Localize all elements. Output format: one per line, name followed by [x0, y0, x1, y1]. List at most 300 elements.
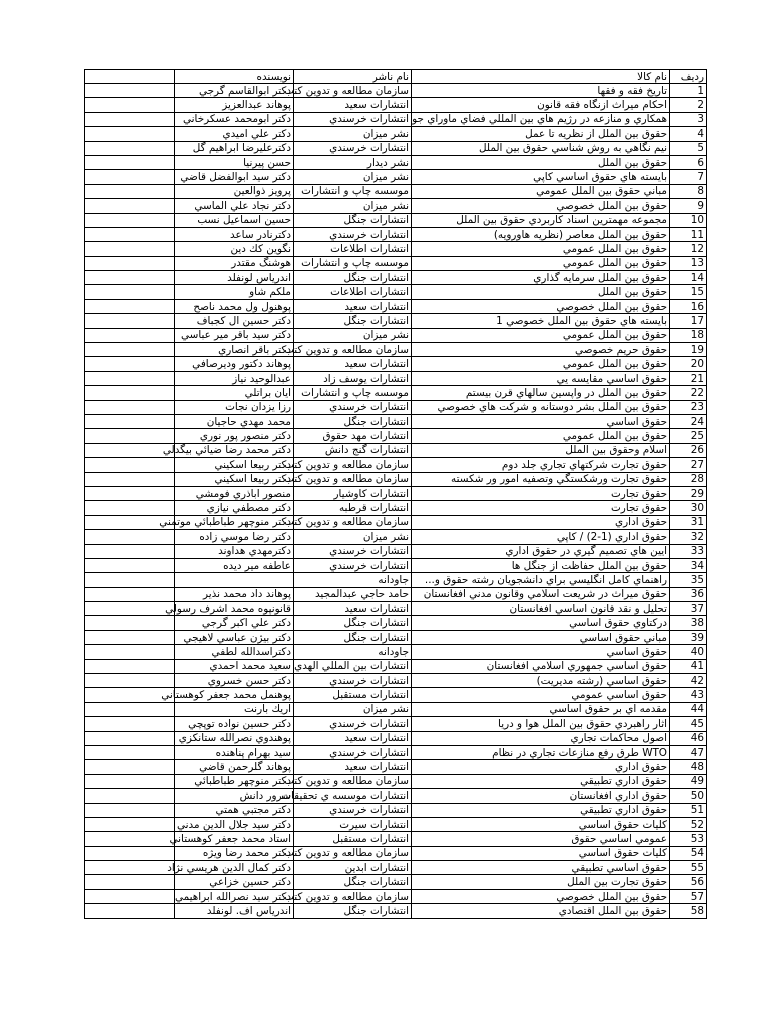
row-number-cell[interactable]: 30 [670, 501, 707, 515]
product-cell[interactable]: حقوق بين الملل حفاظت از جنگل ها [412, 558, 670, 572]
spare-cell[interactable] [85, 170, 175, 184]
row-number-cell[interactable]: 25 [670, 429, 707, 443]
author-cell[interactable]: دكتر باقر انصاري [175, 343, 294, 357]
row-number-cell[interactable]: 20 [670, 357, 707, 371]
row-number-cell[interactable]: 52 [670, 817, 707, 831]
publisher-cell[interactable]: نشر ديدار [294, 155, 412, 169]
spare-cell[interactable] [85, 501, 175, 515]
product-cell[interactable]: حقوق بين الملل [412, 155, 670, 169]
row-number-cell[interactable]: 55 [670, 861, 707, 875]
author-cell[interactable]: دكتر سيد نصرالله ابراهيمي [175, 889, 294, 903]
spare-cell[interactable] [85, 904, 175, 918]
row-number-cell[interactable]: 21 [670, 371, 707, 385]
spare-cell[interactable] [85, 98, 175, 112]
publisher-cell[interactable]: موسسه چاپ و انتشارات [294, 184, 412, 198]
spare-cell[interactable] [85, 429, 175, 443]
publisher-cell[interactable]: سازمان مطالعه و تدوين كتب [294, 84, 412, 98]
publisher-cell[interactable]: سازمان مطالعه و تدوين كتب [294, 515, 412, 529]
row-number-cell[interactable]: 32 [670, 530, 707, 544]
row-number-cell[interactable]: 28 [670, 472, 707, 486]
spare-cell[interactable] [85, 731, 175, 745]
publisher-cell[interactable]: انتشارات جنگل [294, 616, 412, 630]
publisher-cell[interactable]: انتشارات جنگل [294, 875, 412, 889]
spare-cell[interactable] [85, 587, 175, 601]
spare-cell[interactable] [85, 112, 175, 126]
row-number-cell[interactable]: 9 [670, 199, 707, 213]
row-number-cell[interactable]: 47 [670, 745, 707, 759]
row-number-cell[interactable]: 3 [670, 112, 707, 126]
spare-cell[interactable] [85, 832, 175, 846]
row-number-cell[interactable]: 37 [670, 602, 707, 616]
product-cell[interactable]: حقوق اداري [412, 760, 670, 774]
spare-cell[interactable] [85, 271, 175, 285]
spare-cell[interactable] [85, 630, 175, 644]
spare-cell[interactable] [85, 299, 175, 313]
header-empty-cell[interactable] [85, 70, 175, 84]
spare-cell[interactable] [85, 616, 175, 630]
spare-cell[interactable] [85, 371, 175, 385]
product-cell[interactable]: حقوق اساسي [412, 645, 670, 659]
spare-cell[interactable] [85, 386, 175, 400]
author-cell[interactable]: دكتر نجاد علي الماسي [175, 199, 294, 213]
publisher-cell[interactable]: انتشارات خرسندي [294, 558, 412, 572]
product-cell[interactable]: دركتاوي حقوق اساسي [412, 616, 670, 630]
author-cell[interactable]: پوهنمل محمد جعفر كوهستاني [175, 688, 294, 702]
publisher-cell[interactable]: انتشارات خرسندي [294, 745, 412, 759]
author-cell[interactable]: سعيد محمد احمدي [175, 659, 294, 673]
author-cell[interactable]: دكتر ربيعا اسكيني [175, 458, 294, 472]
author-cell[interactable]: هوشنگ مقتدر [175, 256, 294, 270]
row-number-cell[interactable]: 5 [670, 141, 707, 155]
spare-cell[interactable] [85, 184, 175, 198]
publisher-cell[interactable]: انتشارات خرسندي [294, 544, 412, 558]
row-number-cell[interactable]: 48 [670, 760, 707, 774]
product-cell[interactable]: حقوق اساسي جمهوري اسلامي افغانستان [412, 659, 670, 673]
product-cell[interactable]: حقوق بين الملل بشر دوستانه و شركت هاي خصوصي [412, 400, 670, 414]
publisher-cell[interactable]: انتشارات اطلاعات [294, 285, 412, 299]
author-cell[interactable]: ملكم شاو [175, 285, 294, 299]
product-cell[interactable]: عمومي اساسي حقوق [412, 832, 670, 846]
spare-cell[interactable] [85, 285, 175, 299]
author-cell[interactable]: دكتر ربيعا اسكيني [175, 472, 294, 486]
header-publisher[interactable]: نام ناشر [294, 70, 412, 84]
product-cell[interactable]: ايين هاي تصميم گيري در حقوق اداري [412, 544, 670, 558]
spare-cell[interactable] [85, 458, 175, 472]
publisher-cell[interactable]: موسسه چاپ و انتشارات [294, 386, 412, 400]
author-cell[interactable]: دكترنادر ساعد [175, 227, 294, 241]
author-cell[interactable]: دكتر حسن خسروي [175, 674, 294, 688]
spare-cell[interactable] [85, 817, 175, 831]
author-cell[interactable]: حسين اسماعيل نسب [175, 213, 294, 227]
author-cell[interactable]: دكتر منصور پور نوري [175, 429, 294, 443]
spare-cell[interactable] [85, 544, 175, 558]
product-cell[interactable]: بايسته هاي حقوق بين الملل خصوصي 1 [412, 314, 670, 328]
author-cell[interactable]: رزا يزدان نجات [175, 400, 294, 414]
row-number-cell[interactable]: 35 [670, 573, 707, 587]
spare-cell[interactable] [85, 84, 175, 98]
product-cell[interactable]: حقوق بين الملل خصوصي [412, 199, 670, 213]
publisher-cell[interactable]: انتشارات قرطبه [294, 501, 412, 515]
publisher-cell[interactable]: جاودانه [294, 645, 412, 659]
publisher-cell[interactable]: انتشارات جنگل [294, 213, 412, 227]
spare-cell[interactable] [85, 328, 175, 342]
author-cell[interactable]: دكتر كمال الدين هريسي نژاد [175, 861, 294, 875]
row-number-cell[interactable]: 22 [670, 386, 707, 400]
publisher-cell[interactable]: نشر ميزان [294, 127, 412, 141]
publisher-cell[interactable]: انتشارات جنگل [294, 904, 412, 918]
spare-cell[interactable] [85, 141, 175, 155]
row-number-cell[interactable]: 46 [670, 731, 707, 745]
author-cell[interactable]: دكتر علي اكبر گرجي [175, 616, 294, 630]
spare-cell[interactable] [85, 702, 175, 716]
row-number-cell[interactable]: 11 [670, 227, 707, 241]
row-number-cell[interactable]: 10 [670, 213, 707, 227]
spare-cell[interactable] [85, 256, 175, 270]
row-number-cell[interactable]: 34 [670, 558, 707, 572]
product-cell[interactable]: مباني حقوق بين الملل عمومي [412, 184, 670, 198]
publisher-cell[interactable]: سازمان مطالعه و تدوين كتب [294, 472, 412, 486]
product-cell[interactable]: حقوق تجارت [412, 501, 670, 515]
spare-cell[interactable] [85, 573, 175, 587]
row-number-cell[interactable]: 26 [670, 443, 707, 457]
publisher-cell[interactable]: انتشارات كاوشيار [294, 486, 412, 500]
header-row-number[interactable]: رديف [670, 70, 707, 84]
publisher-cell[interactable]: موسسه چاپ و انتشارات [294, 256, 412, 270]
publisher-cell[interactable]: انتشارات خرسندي [294, 227, 412, 241]
author-cell[interactable]: دكتر ابوالقاسم گرجي [175, 84, 294, 98]
author-cell[interactable]: ايان براتلي [175, 386, 294, 400]
product-cell[interactable]: حقوق بين الملل [412, 285, 670, 299]
product-cell[interactable]: حقوق تجارت بين الملل [412, 875, 670, 889]
product-cell[interactable]: مجموعه مهمترين اسناد كاربردي حقوق بين الملل [412, 213, 670, 227]
publisher-cell[interactable]: انتشارات سعيد [294, 98, 412, 112]
product-cell[interactable]: اثار راهبردي حقوق بين الملل هوا و دريا [412, 717, 670, 731]
row-number-cell[interactable]: 23 [670, 400, 707, 414]
spare-cell[interactable] [85, 861, 175, 875]
publisher-cell[interactable]: انتشارات مستقبل [294, 688, 412, 702]
table-row [85, 789, 707, 803]
row-number-cell[interactable]: 43 [670, 688, 707, 702]
spare-cell[interactable] [85, 213, 175, 227]
row-number-cell[interactable]: 38 [670, 616, 707, 630]
product-cell[interactable]: بايسته هاي حقوق اساسي كاپي [412, 170, 670, 184]
publisher-cell[interactable]: انتشارات خرسندي [294, 400, 412, 414]
product-cell[interactable]: حقوق بين الملل عمومي [412, 328, 670, 342]
product-cell[interactable]: كليات حقوق اساسي [412, 817, 670, 831]
spare-cell[interactable] [85, 357, 175, 371]
row-number-cell[interactable]: 51 [670, 803, 707, 817]
spare-cell[interactable] [85, 155, 175, 169]
spare-cell[interactable] [85, 760, 175, 774]
publisher-cell[interactable]: حامد حاجي عبدالمجيد [294, 587, 412, 601]
product-cell[interactable]: حقوق بين الملل عمومي [412, 429, 670, 443]
row-number-cell[interactable]: 15 [670, 285, 707, 299]
table-row [85, 558, 707, 572]
spare-cell[interactable] [85, 717, 175, 731]
publisher-cell[interactable]: نشر ميزان [294, 199, 412, 213]
author-cell[interactable]: دكتر حسين خزاعي [175, 875, 294, 889]
author-cell[interactable]: دكترعليرضا ابراهيم گل [175, 141, 294, 155]
product-cell[interactable]: حقوق تجارت شركتهاي تجاري جلد دوم [412, 458, 670, 472]
product-cell[interactable]: حقوق اساسي [412, 414, 670, 428]
row-number-cell[interactable]: 56 [670, 875, 707, 889]
table-row [85, 371, 707, 385]
row-number-cell[interactable]: 18 [670, 328, 707, 342]
publisher-cell[interactable]: انتشارات سعيد [294, 357, 412, 371]
product-cell[interactable]: حقوق اداري افغانستان [412, 789, 670, 803]
author-cell[interactable]: قانونپوه محمد اشرف رسولي [175, 602, 294, 616]
table-row [85, 702, 707, 716]
row-number-cell[interactable]: 1 [670, 84, 707, 98]
publisher-cell[interactable]: نشر ميزان [294, 328, 412, 342]
row-number-cell[interactable]: 42 [670, 674, 707, 688]
author-cell[interactable]: اريك بارنت [175, 702, 294, 716]
product-cell[interactable]: حقوق بين الملل عمومي [412, 357, 670, 371]
row-number-cell[interactable]: 39 [670, 630, 707, 644]
author-cell[interactable]: عبدالوحيد نياز [175, 371, 294, 385]
product-cell[interactable]: حقوق بين الملل معاصر (نظريه هاورويه) [412, 227, 670, 241]
header-author[interactable]: نويسنده [175, 70, 294, 84]
product-cell[interactable]: مقدمه اي بر حقوق اساسي [412, 702, 670, 716]
author-cell[interactable] [175, 573, 294, 587]
publisher-cell[interactable]: سازمان مطالعه و تدوين كتب [294, 343, 412, 357]
product-cell[interactable]: حقوق بين الملل از نظريه تا عمل [412, 127, 670, 141]
publisher-cell[interactable]: جاودانه [294, 573, 412, 587]
header-product[interactable]: نام كالا [412, 70, 670, 84]
publisher-cell[interactable]: انتشارات خرسندي [294, 717, 412, 731]
spare-cell[interactable] [85, 127, 175, 141]
product-cell[interactable]: حقوق بين الملل سرمايه گذاري [412, 271, 670, 285]
spare-cell[interactable] [85, 530, 175, 544]
publisher-cell[interactable]: انتشارات خرسندي [294, 141, 412, 155]
spare-cell[interactable] [85, 443, 175, 457]
row-number-cell[interactable]: 58 [670, 904, 707, 918]
spare-cell[interactable] [85, 875, 175, 889]
row-number-cell[interactable]: 44 [670, 702, 707, 716]
row-number-cell[interactable]: 31 [670, 515, 707, 529]
author-cell[interactable]: نگوين كك دين [175, 242, 294, 256]
row-number-cell[interactable]: 13 [670, 256, 707, 270]
table-row [85, 242, 707, 256]
publisher-cell[interactable]: سازمان مطالعه و تدوين كتب [294, 846, 412, 860]
row-number-cell[interactable]: 41 [670, 659, 707, 673]
author-cell[interactable]: پوهاند داد محمد نذير [175, 587, 294, 601]
spare-cell[interactable] [85, 659, 175, 673]
author-cell[interactable]: پوهاند دكتور وديرصافي [175, 357, 294, 371]
spare-cell[interactable] [85, 242, 175, 256]
row-number-cell[interactable]: 54 [670, 846, 707, 860]
publisher-cell[interactable]: انتشارات گنج دانش [294, 443, 412, 457]
product-cell[interactable]: حقوق بين الملل در واپسين سالهاي قرن بيستم [412, 386, 670, 400]
author-cell[interactable]: دكتر بيژن عباسي لاهيجي [175, 630, 294, 644]
spare-cell[interactable] [85, 745, 175, 759]
author-cell[interactable]: محمد مهدي حاجيان [175, 414, 294, 428]
author-cell[interactable]: دكتر مجتبي همتي [175, 803, 294, 817]
row-number-cell[interactable]: 27 [670, 458, 707, 472]
publisher-cell[interactable]: انتشارات سيرت [294, 817, 412, 831]
row-number-cell[interactable]: 53 [670, 832, 707, 846]
product-cell[interactable]: حقوق اداري [412, 515, 670, 529]
row-number-cell[interactable]: 2 [670, 98, 707, 112]
author-cell[interactable]: منصور اباذري فومشي [175, 486, 294, 500]
author-cell[interactable]: دكتر محمد رضا ضيائي بيگدلي [175, 443, 294, 457]
row-number-cell[interactable]: 6 [670, 155, 707, 169]
product-cell[interactable]: تاريخ فقه و فقها [412, 84, 670, 98]
row-number-cell[interactable]: 24 [670, 414, 707, 428]
product-cell[interactable]: اصول محاكمات تجاري [412, 731, 670, 745]
row-number-cell[interactable]: 49 [670, 774, 707, 788]
publisher-cell[interactable]: انتشارات ابدين [294, 861, 412, 875]
spare-cell[interactable] [85, 227, 175, 241]
spare-cell[interactable] [85, 645, 175, 659]
spare-cell[interactable] [85, 774, 175, 788]
author-cell[interactable]: استاد محمد جعفر كوهستاني [175, 832, 294, 846]
row-number-cell[interactable]: 33 [670, 544, 707, 558]
publisher-cell[interactable]: انتشارات سعيد [294, 602, 412, 616]
publisher-cell[interactable]: انتشارات جنگل [294, 414, 412, 428]
product-cell[interactable]: حقوق اساسي عمومي [412, 688, 670, 702]
product-cell[interactable]: راهنماي كامل انگليسي براي دانشجويان رشته حقوق و... [412, 573, 670, 587]
product-cell[interactable]: حقوق تجارت [412, 486, 670, 500]
product-cell[interactable]: نيم نگاهي به روش شناسي حقوق بين الملل [412, 141, 670, 155]
spare-cell[interactable] [85, 472, 175, 486]
spare-cell[interactable] [85, 674, 175, 688]
publisher-cell[interactable]: نشر ميزان [294, 702, 412, 716]
spare-cell[interactable] [85, 400, 175, 414]
table-row [85, 515, 707, 529]
author-cell[interactable]: دكتر منوچهر طباطبائي موتمني [175, 515, 294, 529]
spare-cell[interactable] [85, 846, 175, 860]
row-number-cell[interactable]: 57 [670, 889, 707, 903]
publisher-cell[interactable]: انتشارات بين المللي الهدي [294, 659, 412, 673]
publisher-cell[interactable]: نشر ميزان [294, 530, 412, 544]
publisher-cell[interactable]: انتشارات مستقبل [294, 832, 412, 846]
row-number-cell[interactable]: 8 [670, 184, 707, 198]
product-cell[interactable]: حقوق اساسي تطبيقي [412, 861, 670, 875]
author-cell[interactable]: دكتر مصطفي نيازي [175, 501, 294, 515]
row-number-cell[interactable]: 36 [670, 587, 707, 601]
author-cell[interactable]: دكتر سيد ابوالفضل قاضي [175, 170, 294, 184]
product-cell[interactable]: حقوق اداري (1-2) / كاپي [412, 530, 670, 544]
publisher-cell[interactable]: انتشارات سعيد [294, 299, 412, 313]
author-cell[interactable]: دكتر سيد باقر مير عباسي [175, 328, 294, 342]
author-cell[interactable]: اندرياس لونفلد [175, 271, 294, 285]
publisher-cell[interactable]: سازمان مطالعه و تدوين كتب [294, 774, 412, 788]
product-cell[interactable]: حقوق بين الملل خصوصي [412, 299, 670, 313]
row-number-cell[interactable]: 50 [670, 789, 707, 803]
author-cell[interactable]: دكتر حسين ال كجباف [175, 314, 294, 328]
author-cell[interactable]: دكتر سيد جلال الدين مدني [175, 817, 294, 831]
product-cell[interactable]: حقوق بين الملل خصوصي [412, 889, 670, 903]
product-cell[interactable]: حقوق اداري تطبيقي [412, 803, 670, 817]
spare-cell[interactable] [85, 314, 175, 328]
product-cell[interactable]: حقوق حريم خصوصي [412, 343, 670, 357]
spare-cell[interactable] [85, 889, 175, 903]
author-cell[interactable]: دكترمهدي هداوند [175, 544, 294, 558]
product-cell[interactable]: حقوق تجارت ورشكستگي وتصفيه امور ور شكسته [412, 472, 670, 486]
author-cell[interactable]: حسن پيرنيا [175, 155, 294, 169]
product-cell[interactable]: WTO طرق رفع منازعات تجاري در نظام [412, 745, 670, 759]
row-number-cell[interactable]: 7 [670, 170, 707, 184]
product-cell[interactable]: حقوق بين الملل عمومي [412, 256, 670, 270]
author-cell[interactable]: دكتر علي اميدي [175, 127, 294, 141]
spare-cell[interactable] [85, 486, 175, 500]
author-cell[interactable]: دكتر حسين نواده توپچي [175, 717, 294, 731]
publisher-cell[interactable]: انتشارات خرسندي [294, 803, 412, 817]
spare-cell[interactable] [85, 343, 175, 357]
author-cell[interactable]: اندرياس اف. لونفلد [175, 904, 294, 918]
publisher-cell[interactable]: انتشارات موسسه ي تحقيقات [294, 789, 412, 803]
spare-cell[interactable] [85, 414, 175, 428]
publisher-cell[interactable]: انتشارات جنگل [294, 630, 412, 644]
row-number-cell[interactable]: 17 [670, 314, 707, 328]
spare-cell[interactable] [85, 803, 175, 817]
publisher-cell[interactable]: سازمان مطالعه و تدوين كتب [294, 889, 412, 903]
product-cell[interactable]: حقوق اساسي مقايسه يي [412, 371, 670, 385]
row-number-cell[interactable]: 40 [670, 645, 707, 659]
publisher-cell[interactable]: انتشارات مهد حقوق [294, 429, 412, 443]
publisher-cell[interactable]: انتشارات جنگل [294, 314, 412, 328]
author-cell[interactable]: دكتر ابومحمد عسكرخاني [175, 112, 294, 126]
product-cell[interactable]: حقوق بين الملل اقتصادي [412, 904, 670, 918]
product-cell[interactable]: حقوق ميراث در شريعت اسلامي وقانون مدني افغانستان [412, 587, 670, 601]
author-cell[interactable]: دكتراسدالله لطفي [175, 645, 294, 659]
product-cell[interactable]: اسلام وحقوق بين الملل [412, 443, 670, 457]
publisher-cell[interactable]: انتشارات جنگل [294, 271, 412, 285]
row-number-cell[interactable]: 19 [670, 343, 707, 357]
author-cell[interactable]: پوهندوي نصرالله ستانكزي [175, 731, 294, 745]
publisher-cell[interactable]: انتشارات اطلاعات [294, 242, 412, 256]
publisher-cell[interactable]: انتشارات سعيد [294, 760, 412, 774]
row-number-cell[interactable]: 14 [670, 271, 707, 285]
publisher-cell[interactable]: انتشارات سعيد [294, 731, 412, 745]
row-number-cell[interactable]: 16 [670, 299, 707, 313]
product-cell[interactable]: حقوق اداري تطبيقي [412, 774, 670, 788]
publisher-cell[interactable]: انتشارات خرسندي [294, 674, 412, 688]
table-row [85, 256, 707, 270]
row-number-cell[interactable]: 29 [670, 486, 707, 500]
spare-cell[interactable] [85, 199, 175, 213]
author-cell[interactable]: سرور دانش [175, 789, 294, 803]
author-cell[interactable]: پوهنول ول محمد ناصح [175, 299, 294, 313]
product-cell[interactable]: حقوق بين الملل عمومي [412, 242, 670, 256]
author-cell[interactable]: سيد بهرام پناهنده [175, 745, 294, 759]
publisher-cell[interactable]: انتشارات يوسف زاد [294, 371, 412, 385]
spare-cell[interactable] [85, 558, 175, 572]
product-cell[interactable]: احكام ميراث ازنگاه فقه قانون [412, 98, 670, 112]
author-cell[interactable]: دكتر محمد رضا ويژه [175, 846, 294, 860]
product-cell[interactable]: همكاري و منازعه در رژيم هاي بين المللي فضاي ماوراي جو [412, 112, 670, 126]
author-cell[interactable]: پرويز ذوالعين [175, 184, 294, 198]
product-cell[interactable]: مباني حقوق اساسي [412, 630, 670, 644]
spare-cell[interactable] [85, 789, 175, 803]
author-cell[interactable]: دكتر رضا موسي زاده [175, 530, 294, 544]
publisher-cell[interactable]: سازمان مطالعه و تدوين كتب [294, 458, 412, 472]
product-cell[interactable]: حقوق اساسي (رشته مديريت) [412, 674, 670, 688]
product-cell[interactable]: كليات حقوق اساسي [412, 846, 670, 860]
row-number-cell[interactable]: 4 [670, 127, 707, 141]
author-cell[interactable]: پوهاند عبدالعزيز [175, 98, 294, 112]
publisher-cell[interactable]: انتشارات خرسندي [294, 112, 412, 126]
row-number-cell[interactable]: 45 [670, 717, 707, 731]
author-cell[interactable]: عاطفه مير ديده [175, 558, 294, 572]
spare-cell[interactable] [85, 602, 175, 616]
publisher-cell[interactable]: نشر ميزان [294, 170, 412, 184]
author-cell[interactable]: دكتر منوچهر طباطبائي [175, 774, 294, 788]
author-cell[interactable]: پوهاند گلرحمن قاضي [175, 760, 294, 774]
row-number-cell[interactable]: 12 [670, 242, 707, 256]
product-cell[interactable]: تحليل و نقد قانون اساسي افغانستان [412, 602, 670, 616]
